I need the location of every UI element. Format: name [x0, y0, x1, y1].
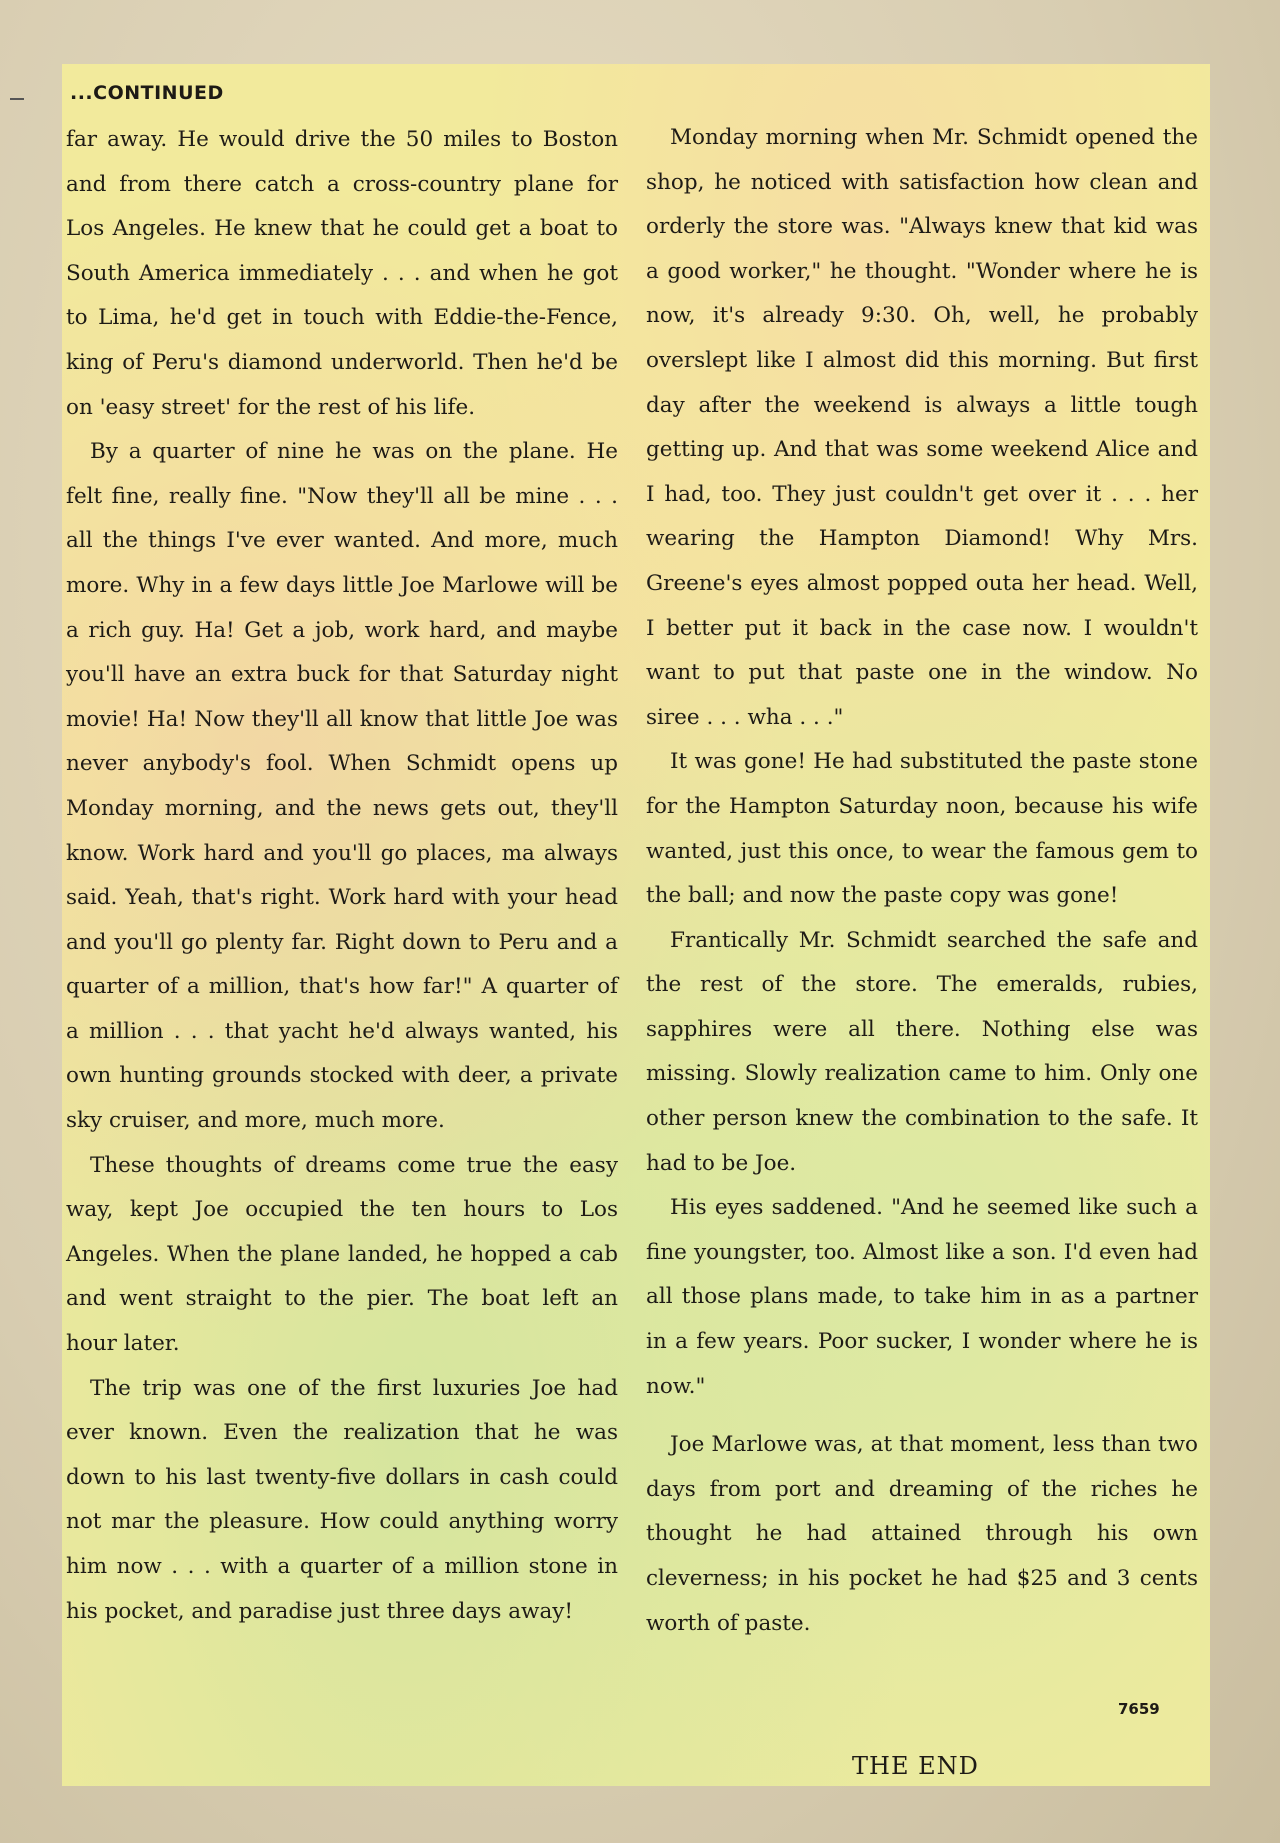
right-paragraph-5: Joe Marlowe was, at that moment, less than two days from port and dreaming of the riches he thought he had attained through his own cleverness; in his pocket he had $25 and 3 cents worth of paste. [646, 1432, 1198, 1636]
the-end-label: THE END [852, 1752, 979, 1780]
left-paragraph-2: By a quarter of nine he was on the plane. He felt fine, really fine. "Now they'll all be mine . . . all the things I've ever wanted. And more, much more. Why in a few days little Joe Marlowe will be a rich guy. Ha! Get a job, work hard, and maybe you'll have an extra buck for that Saturday night movie! Ha! Now they'll all know that little Joe was never anybody's fool. When Schmidt opens up Monday morning, and the news gets out, they'll know. Work hard and you'll go places, ma always said. Yeah, that's right. Work hard with your head and you'll go plenty far. Right down to Peru and a quarter of a million, that's how far!" A quarter of a million . . . that yacht he'd always wanted, his own hunting grounds stocked with deer, a private sky cruiser, and more, much more. [66, 439, 618, 1134]
story-code: 7659 [1118, 1700, 1160, 1718]
right-paragraph-3: Frantically Mr. Schmidt searched the safe and the rest of the store. The emeralds, rubies, sapphires were all there. Nothing else was missing. Slowly realization came to him. Only one other person knew the combination to the safe. It had to be Joe. [646, 927, 1198, 1176]
left-paragraph-4: The trip was one of the first luxuries Joe had ever known. Even the realization that he was down to his last twenty-five dollars in cash could not mar the pleasure. How could anything worry him now . . . with a quarter of a million stone in his pocket, and paradise just three days away! [66, 1375, 618, 1624]
left-column [66, 118, 618, 1634]
right-paragraph-2: It was gone! He had substituted the paste stone for the Hampton Saturday noon, because his wife wanted, just this once, to wear the famous gem to the ball; and now the paste copy was gone! [646, 749, 1198, 909]
margin-mark [10, 98, 24, 100]
right-column [646, 116, 1198, 1646]
left-paragraph-3: These thoughts of dreams come true the easy way, kept Joe occupied the ten hours to Los Angeles. When the plane landed, he hopped a cab and went straight to the pier. The boat left an hour later. [66, 1152, 618, 1357]
right-paragraph-4: His eyes saddened. "And he seemed like such a fine youngster, too. Almost like a son. I'd even had all those plans made, to take him in as a partner in a few years. Poor sucker, I wonder where he is now." [646, 1195, 1198, 1399]
right-paragraph-1: Monday morning when Mr. Schmidt opened the shop, he noticed with satisfaction how clean and orderly the store was. "Always knew that kid was a good worker," he thought. "Wonder where he is now, it's already 9:30. Oh, well, he probably overslept like I almost did this morning. But first day after the weekend is always a little tough getting up. And that was some weekend Alice and I had, too. They just couldn't get over it . . . her wearing the Hampton Diamond! Why Mrs. Greene's eyes almost popped outa her head. Well, I better put it back in the case now. I wouldn't want to put that paste one in the window. No siree . . . wha . . ." [646, 125, 1198, 730]
left-paragraph-1: far away. He would drive the 50 miles to Boston and from there catch a cross-country plane for Los Angeles. He knew that he could get a boat to South America immediately . . . and when he got to Lima, he'd get in touch with Eddie-the-Fence, king of Peru's diamond underworld. Then he'd be on 'easy street' for the rest of his life. [66, 127, 618, 420]
continued-label: ...CONTINUED [70, 82, 224, 104]
